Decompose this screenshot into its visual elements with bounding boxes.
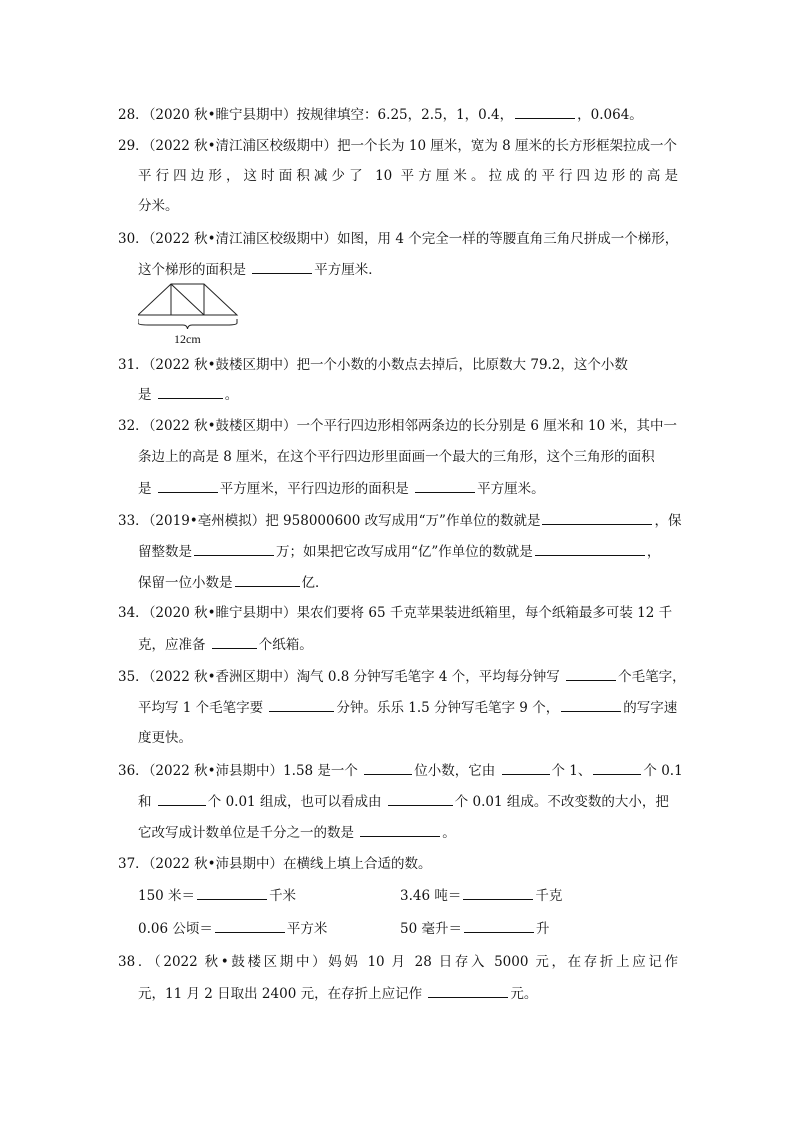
- question-source: （2020 秋•睢宁县期中）: [148, 107, 297, 123]
- question-text: 度更快。: [138, 730, 192, 746]
- conversion-unit: 千克: [535, 888, 563, 904]
- question-text: 个纸箱。: [258, 637, 313, 653]
- question-text: 分米。: [138, 198, 179, 214]
- question-number: 29．: [118, 138, 149, 154]
- question-30-line-2: [138, 259, 698, 279]
- question-number: 38．: [118, 954, 154, 970]
- question-source: （2022 秋•沛县期中）: [148, 856, 284, 872]
- question-source: （2022 秋•清江浦区校级期中）: [148, 138, 338, 154]
- question-text: 元，11 月 2 日取出 2400 元，在存折上应记作: [138, 986, 427, 1002]
- question-text: ，保: [654, 513, 682, 529]
- question-34-line-2: [138, 634, 698, 654]
- question-source: （2022 秋•香洲区期中）: [148, 669, 297, 685]
- question-source: （2022 秋•沛县期中）: [148, 763, 284, 779]
- question-text: 如图，用 4 个完全一样的等腰直角三角尺拼成一个梯形，: [337, 231, 679, 247]
- question-number: 37．: [118, 856, 149, 872]
- question-number: 30．: [118, 231, 149, 247]
- question-text: 条边上的高是 8 厘米，在这个平行四边形里面画一个最大的三角形，这个三角形的面积: [138, 449, 655, 465]
- question-36-line-2: [138, 791, 698, 811]
- answer-blank[interactable]: [542, 510, 652, 525]
- question-text: 平方厘米．: [314, 262, 382, 278]
- answer-blank[interactable]: [388, 791, 453, 806]
- conversion-item-3: [138, 918, 378, 938]
- conversion-unit: 平方米: [286, 921, 328, 937]
- question-38-line-2: [138, 983, 698, 1003]
- conversion-item-4: [400, 918, 640, 938]
- question-29-line-3: [138, 196, 698, 216]
- question-text: 个 0.01 组成，也可以看成由: [207, 794, 386, 810]
- conversion-left: 3.46 吨＝: [400, 888, 462, 904]
- question-text: 这个梯形的面积是: [138, 262, 251, 278]
- question-text: 是: [138, 387, 156, 403]
- question-text: 平方厘米，平行四边形的面积是: [219, 481, 414, 497]
- question-text: 果农们要将 65 千克苹果装进纸箱里，每个纸箱最多可装 12 千: [296, 605, 673, 621]
- question-text: 1.58 是一个: [283, 763, 363, 779]
- answer-blank[interactable]: [212, 634, 257, 649]
- answer-blank[interactable]: [364, 760, 412, 775]
- question-text: ，0.064。: [577, 107, 643, 123]
- question-33-line-3: [138, 572, 698, 592]
- question-text: 亿．: [301, 575, 329, 591]
- question-text: 平方厘米。: [477, 481, 545, 497]
- question-34-line-1: [118, 603, 678, 623]
- question-number: 34．: [118, 605, 149, 621]
- conversion-item-1: [138, 885, 378, 905]
- question-36-line-1: [118, 760, 683, 780]
- conversion-unit: 升: [535, 921, 550, 937]
- question-number: 35．: [118, 669, 149, 685]
- answer-blank[interactable]: [194, 541, 274, 556]
- question-text: 把一个小数的小数点去掉后，比原数大 79.2，这个小数: [296, 357, 628, 373]
- question-number: 28．: [118, 107, 149, 123]
- question-29-line-2: [138, 166, 678, 186]
- question-text: 个毛笔字，: [618, 669, 686, 685]
- answer-blank[interactable]: [502, 760, 550, 775]
- question-number: 36．: [118, 763, 149, 779]
- answer-blank[interactable]: [535, 541, 645, 556]
- question-text: 和: [138, 794, 156, 810]
- question-text: 分钟。乐乐 1.5 分钟写毛笔字 9 个，: [336, 700, 560, 716]
- question-source: （2019•亳州模拟）: [148, 513, 266, 529]
- answer-blank[interactable]: [566, 666, 616, 681]
- question-35-line-1: [118, 666, 686, 686]
- question-text: 的写字速: [623, 700, 678, 716]
- answer-blank[interactable]: [415, 478, 475, 493]
- answer-blank[interactable]: [197, 885, 267, 900]
- question-text: 把 958000600 改写成用“万”作单位的数就是: [265, 513, 541, 529]
- question-33-line-2: [138, 541, 698, 561]
- answer-blank[interactable]: [593, 760, 641, 775]
- conversion-left: 0.06 公顷＝: [138, 921, 213, 937]
- question-source: （2022 秋•鼓楼区期中）: [153, 954, 329, 970]
- question-text: 妈妈 10 月 28 日存入 5000 元，在存折上应记作: [328, 954, 678, 970]
- answer-blank[interactable]: [464, 918, 534, 933]
- question-text: 。: [442, 825, 456, 841]
- question-text: 万；如果把它改写成用“亿”作单位的数就是: [276, 544, 533, 560]
- question-text: 平行四边形，这时面积减少了 10 平方厘米。拉成的平行四边形的高是: [138, 168, 678, 184]
- answer-blank[interactable]: [561, 697, 621, 712]
- question-28: [118, 104, 678, 124]
- question-31-line-1: [118, 355, 678, 375]
- conversion-unit: 千米: [269, 888, 297, 904]
- answer-blank[interactable]: [215, 918, 285, 933]
- question-35-line-3: [138, 728, 698, 748]
- conversion-left: 150 米＝: [138, 888, 196, 904]
- question-32-line-3: [138, 478, 698, 498]
- question-37-line-1: [118, 854, 678, 874]
- question-36-line-3: [138, 822, 698, 842]
- question-number: 31．: [118, 357, 149, 373]
- question-source: （2022 秋•鼓楼区期中）: [148, 357, 297, 373]
- question-32-line-2: [138, 447, 698, 467]
- answer-blank[interactable]: [235, 572, 300, 587]
- dimension-brace: [138, 323, 237, 329]
- answer-blank[interactable]: [515, 104, 575, 119]
- question-text: 在横线上填上合适的数。: [283, 856, 432, 872]
- question-text: 个 1、: [551, 763, 592, 779]
- question-text: 平均写 1 个毛笔字要: [138, 700, 268, 716]
- question-text: 元。: [510, 986, 538, 1002]
- question-30-line-1: [118, 229, 678, 249]
- question-text: 个 0.1: [643, 763, 683, 779]
- question-text: 克，应准备: [138, 637, 210, 653]
- answer-blank[interactable]: [360, 822, 440, 837]
- conversion-left: 50 毫升＝: [400, 921, 462, 937]
- question-text: 位小数，它由: [414, 763, 500, 779]
- question-source: （2020 秋•睢宁县期中）: [148, 605, 297, 621]
- answer-blank[interactable]: [428, 983, 508, 998]
- question-35-line-2: [138, 697, 698, 717]
- question-text: 把一个长为 10 厘米，宽为 8 厘米的长方形框架拉成一个: [337, 138, 677, 154]
- triangle-edge: [171, 284, 204, 315]
- question-number: 32．: [118, 418, 149, 434]
- question-text: 是: [138, 481, 156, 497]
- answer-blank[interactable]: [158, 384, 223, 399]
- question-text: 留整数是: [138, 544, 192, 560]
- trapezoid-figure: [138, 283, 248, 349]
- answer-blank[interactable]: [463, 885, 533, 900]
- question-text: 。: [224, 387, 239, 403]
- trapezoid-diagram: [138, 283, 248, 345]
- question-33-line-1: [118, 510, 682, 530]
- question-text: 它改写成计数单位是千分之一的数是: [138, 825, 359, 841]
- question-32-line-1: [118, 416, 678, 436]
- question-text: 保留一位小数是: [138, 575, 233, 591]
- question-text: ，: [646, 544, 661, 560]
- question-29-line-1: [118, 136, 678, 156]
- answer-blank[interactable]: [269, 697, 334, 712]
- conversion-item-2: [400, 885, 640, 905]
- answer-blank[interactable]: [158, 478, 218, 493]
- question-31-line-2: [138, 384, 698, 404]
- answer-blank[interactable]: [158, 791, 206, 806]
- question-number: 33．: [118, 513, 149, 529]
- question-38-line-1: [118, 952, 678, 972]
- question-source: （2022 秋•鼓楼区期中）: [148, 418, 297, 434]
- answer-blank[interactable]: [252, 259, 312, 274]
- question-text: 淘气 0.8 分钟写毛笔字 4 个，平均每分钟写: [296, 669, 565, 685]
- question-text: 按规律填空：6.25，2.5，1，0.4，: [296, 107, 514, 123]
- question-source: （2022 秋•清江浦区校级期中）: [148, 231, 338, 247]
- dimension-label: 12cm: [174, 332, 201, 345]
- question-text: 一个平行四边形相邻两条边的长分别是 6 厘米和 10 米，其中一: [296, 418, 677, 434]
- question-text: 个 0.01 组成。不改变数的大小，把: [454, 794, 669, 810]
